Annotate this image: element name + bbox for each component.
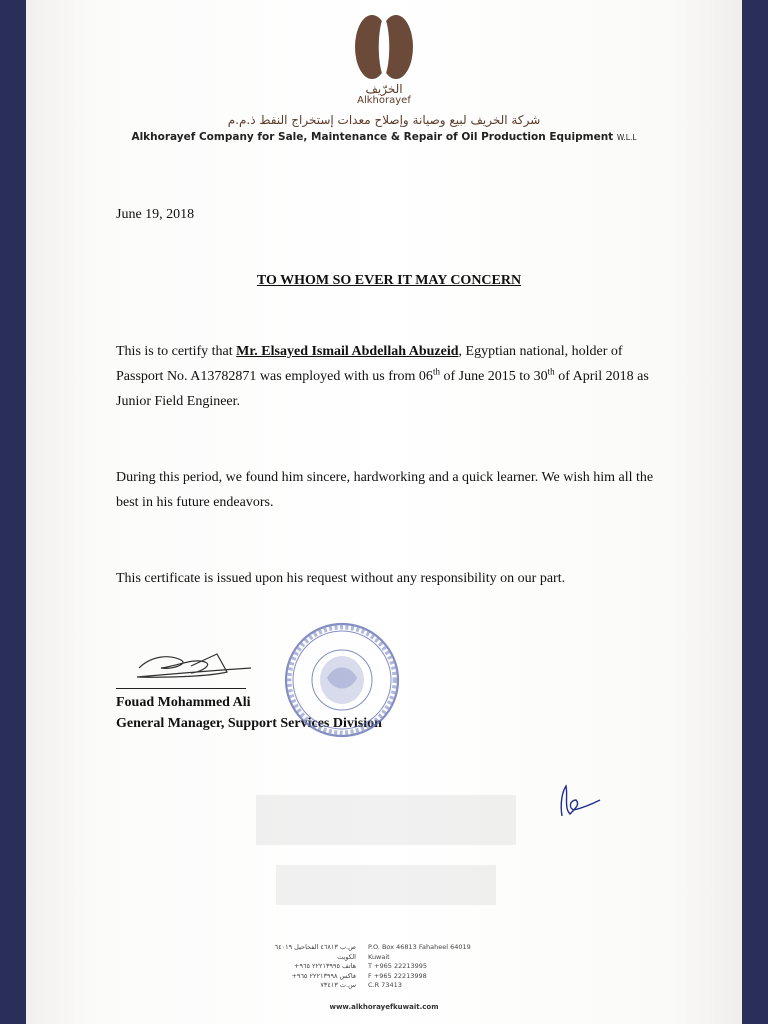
company-name-english bbox=[26, 131, 742, 143]
footer-en-line: F +965 22213998 bbox=[368, 971, 427, 980]
footer-ar-line: فاكس ٢٢٢١٣٩٩٨ ٩٦٥+ bbox=[291, 971, 356, 980]
company-name-english-text: Alkhorayef Company for Sale, Maintenance & Repair of Oil Production Equipment bbox=[131, 131, 614, 143]
letter-paper bbox=[26, 0, 742, 1024]
company-name-arabic: شركة الخريف لبيع وصيانة وإصلاح معدات إستخراج النفط ذ.م.م bbox=[227, 113, 541, 127]
paragraph-certification bbox=[116, 339, 661, 414]
paragraph-evaluation: During this period, we found him sincere, hardworking and a quick learner. We wish him all the best in his future endeavors. bbox=[116, 470, 654, 510]
p1-sup-start: th bbox=[432, 366, 440, 377]
p1-end: of April 2018 as Junior Field Engineer. bbox=[116, 369, 649, 409]
footer-en-line: P.O. Box 46813 Fahaheel 64019 bbox=[368, 943, 471, 951]
logo-arabic-text: الخرّيف bbox=[365, 82, 403, 96]
p1-mid: , Egyptian national, holder of Passport No. A13782871 was employed with us from 06 bbox=[116, 344, 623, 384]
company-logo-icon bbox=[353, 14, 415, 80]
footer-ar-line: الكويت bbox=[337, 952, 356, 961]
p1-prefix: This is to certify that bbox=[116, 344, 237, 359]
paragraph-disclaimer: This certificate is issued upon his request without any responsibility on our part. bbox=[116, 571, 566, 586]
footer-ar-line: س.ت ٧٣٤١٣ bbox=[320, 981, 356, 989]
initials-signature bbox=[552, 778, 602, 828]
footer-ar-line: هاتف ٢٢٢١٣٩٩٥ ٩٦٥+ bbox=[294, 962, 356, 970]
company-logo bbox=[26, 14, 742, 106]
footer-website[interactable]: www.alkhorayefkuwait.com bbox=[329, 1003, 439, 1011]
logo-english-text: Alkhorayef bbox=[357, 95, 411, 106]
letter-date: June 19, 2018 bbox=[116, 207, 195, 222]
footer-arabic-address bbox=[226, 943, 356, 991]
signature-line bbox=[116, 688, 246, 689]
company-suffix: W.L.L bbox=[616, 133, 637, 142]
footer-en-line: C.R 73413 bbox=[368, 981, 402, 989]
footer-en-line: T +965 22213995 bbox=[368, 962, 428, 970]
footer-en-line: Kuwait bbox=[368, 952, 390, 961]
employee-name: Mr. Elsayed Ismail Abdellah Abuzeid bbox=[236, 344, 459, 359]
footer-ar-line: ص.ب ٤٦٨١٣ الفحاحيل ٦٤٠١٩ bbox=[274, 943, 356, 951]
letter-title: TO WHOM SO EVER IT MAY CONCERN bbox=[256, 273, 522, 288]
signatory-name: Fouad Mohammed Ali bbox=[116, 695, 251, 710]
p1-mid2: of June 2015 to 30 bbox=[439, 369, 548, 384]
signatory-position: General Manager, Support Services Division bbox=[116, 716, 382, 731]
company-stamp bbox=[282, 620, 402, 740]
footer-english-address bbox=[368, 943, 471, 991]
p1-sup-end: th bbox=[547, 366, 555, 377]
watermark-shadow bbox=[236, 775, 536, 925]
manager-signature bbox=[131, 646, 261, 686]
watermark-shape bbox=[236, 775, 536, 925]
